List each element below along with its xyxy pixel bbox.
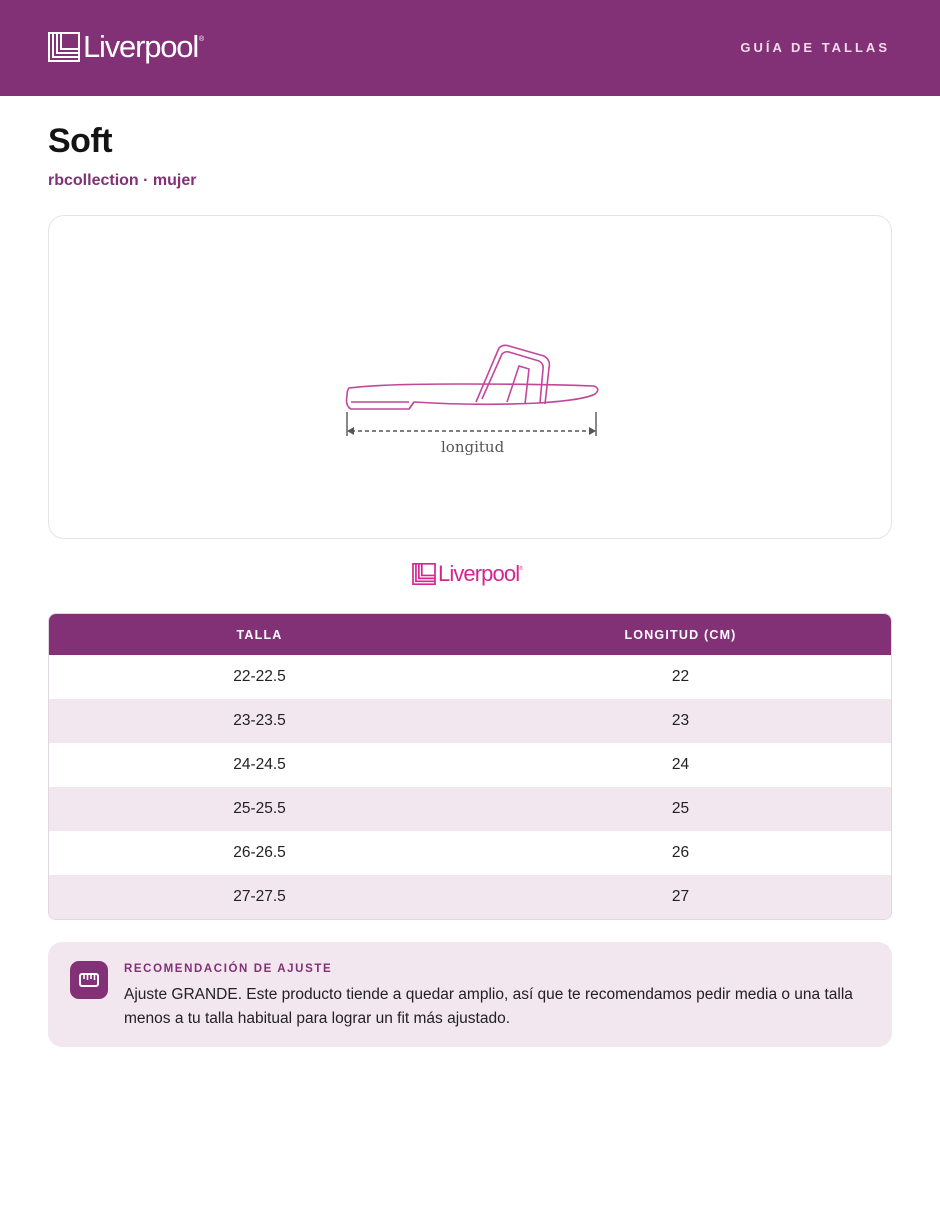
logo-wordmark: Liverpool	[438, 561, 520, 586]
table-header	[49, 614, 891, 655]
table-row	[49, 743, 891, 787]
logo-wordmark: Liverpool	[83, 29, 199, 64]
column-header-size: TALLA	[236, 627, 283, 642]
top-header	[0, 0, 940, 96]
sandal-outline-icon	[339, 336, 609, 436]
size-cell: 25-25.5	[233, 800, 286, 817]
length-cell: 26	[671, 844, 690, 861]
size-table	[48, 613, 892, 920]
liverpool-logo-mark-icon	[412, 563, 436, 585]
table-row	[49, 655, 891, 699]
recommendation-title: RECOMENDACIÓN DE AJUSTE	[124, 963, 333, 975]
table-row	[49, 787, 891, 831]
ruler-icon	[79, 972, 99, 988]
ruler-icon-badge	[70, 961, 108, 999]
size-cell: 24-24.5	[233, 756, 286, 773]
recommendation-text: Ajuste GRANDE. Este producto tiende a quedar amplio, así que te recomendamos pedir media o una talla menos a tu talla habitual para lograr un fit más ajustado.	[124, 986, 853, 1027]
length-cell: 25	[671, 800, 690, 817]
liverpool-brand-logo	[412, 562, 523, 586]
logo-registered-mark: ®	[199, 36, 205, 43]
length-measure-label: longitud	[441, 438, 505, 456]
product-subtitle: rbcollection · mujer	[48, 172, 197, 189]
column-header-length: LONGITUD (CM)	[624, 627, 737, 642]
liverpool-logo-mark-icon	[48, 32, 80, 62]
table-row	[49, 875, 891, 919]
liverpool-logo[interactable]	[48, 30, 204, 64]
table-row	[49, 699, 891, 743]
length-cell: 24	[671, 756, 690, 773]
size-cell: 22-22.5	[233, 668, 286, 685]
fit-recommendation-card	[48, 942, 892, 1047]
length-cell: 22	[671, 668, 690, 685]
logo-registered-mark: ®	[519, 566, 523, 572]
product-title: Soft	[48, 122, 113, 160]
measurement-illustration-card	[48, 215, 892, 539]
length-cell: 23	[671, 712, 690, 729]
table-row	[49, 831, 891, 875]
size-cell: 26-26.5	[233, 844, 286, 861]
size-cell: 23-23.5	[233, 712, 286, 729]
size-guide-label: GUÍA DE TALLAS	[740, 40, 890, 55]
length-cell: 27	[671, 888, 690, 905]
size-cell: 27-27.5	[233, 888, 286, 905]
